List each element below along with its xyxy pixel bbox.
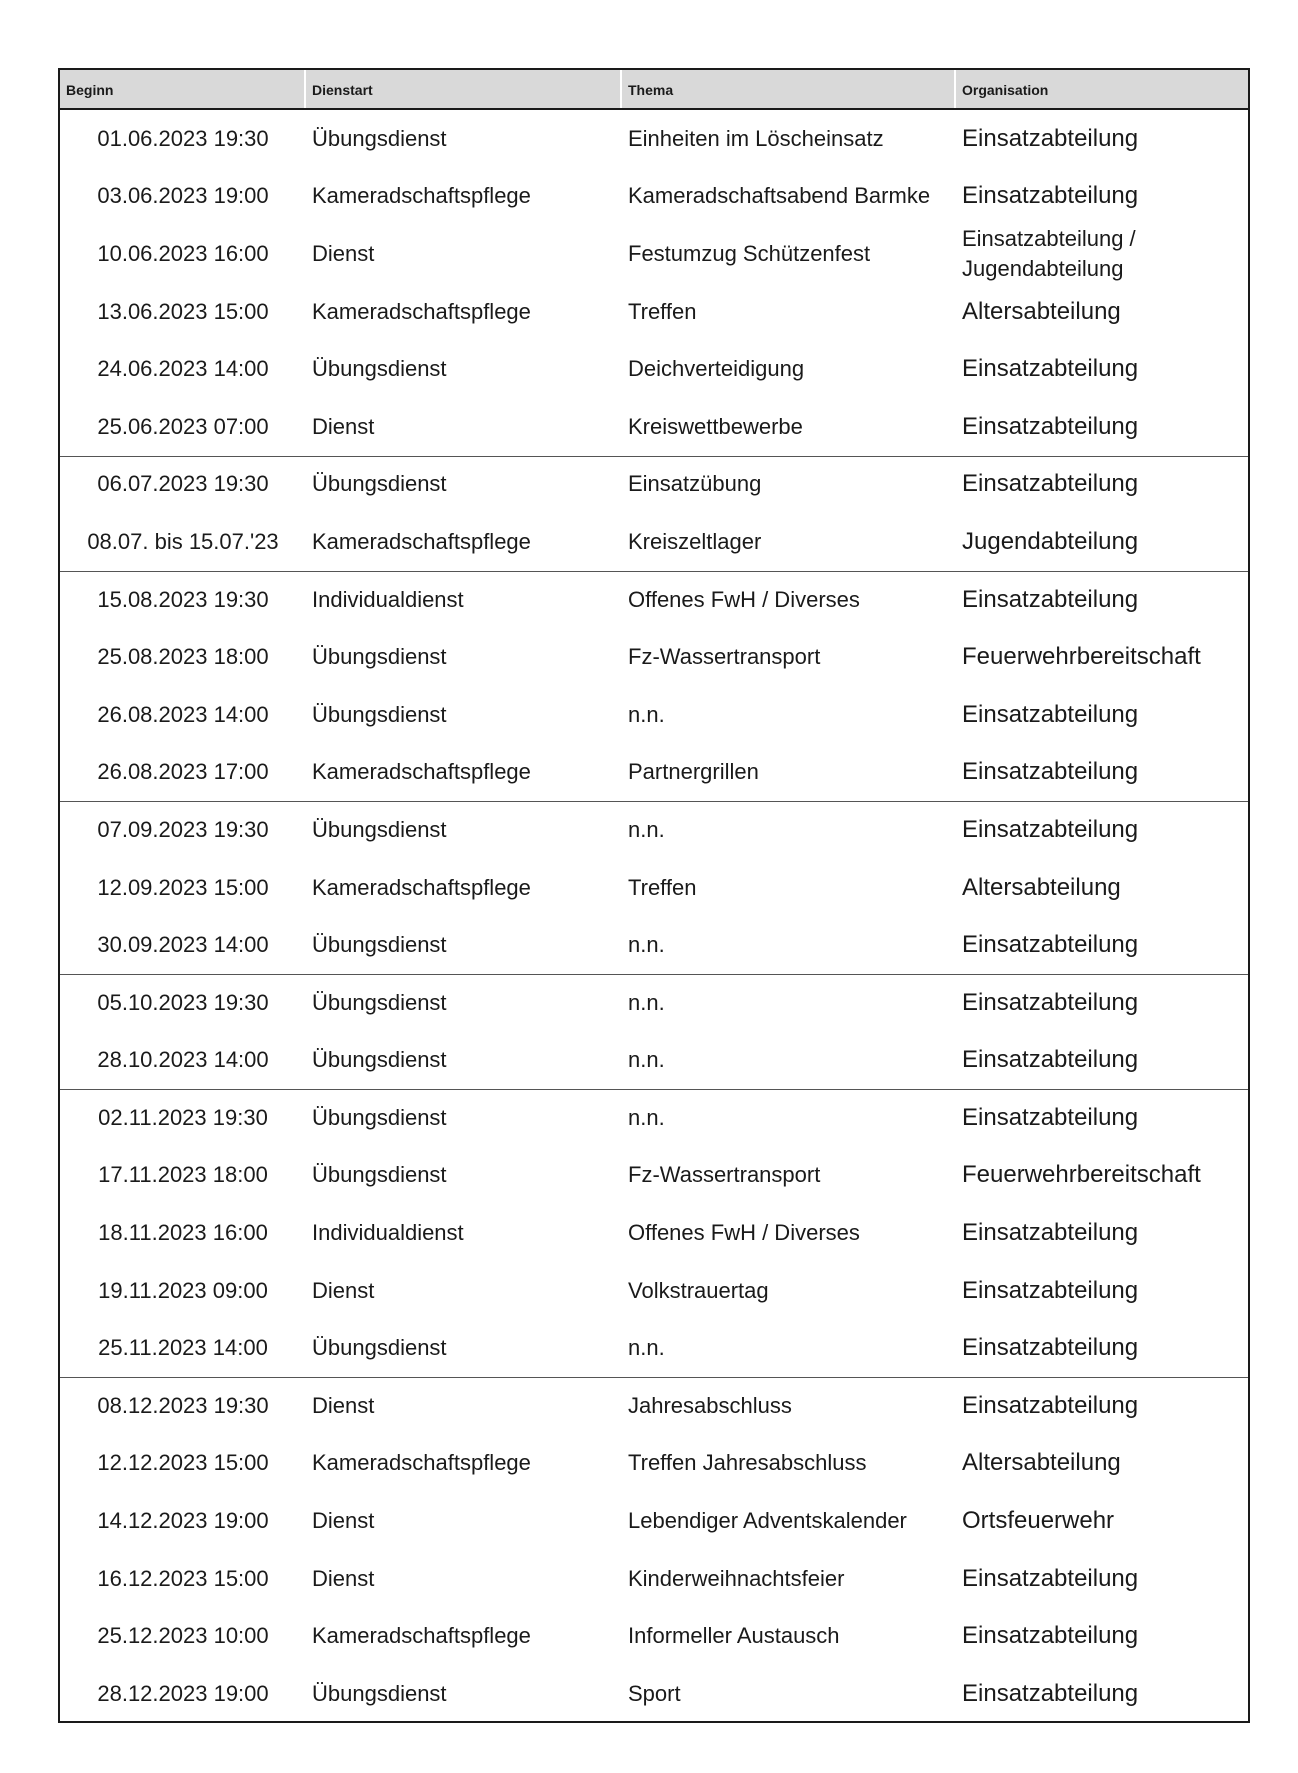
cell-dienstart: Übungsdienst [312, 816, 447, 842]
cell-thema: Kreiszeltlager [628, 528, 762, 554]
cell-organisation: Einsatzabteilung [962, 931, 1139, 959]
month-divider [60, 801, 1248, 802]
cell-dienstart: Übungsdienst [312, 989, 447, 1015]
cell-thema: Treffen [628, 874, 697, 900]
cell-organisation: Altersabteilung [962, 297, 1121, 325]
header-dienstart: Dienstart [306, 70, 622, 108]
cell-beginn: 28.12.2023 19:00 [97, 1680, 269, 1706]
table-row [60, 1089, 1248, 1147]
cell-dienstart: Übungsdienst [312, 1162, 447, 1188]
cell-organisation: Einsatzabteilung [962, 1103, 1139, 1131]
cell-dienstart: Übungsdienst [312, 1335, 447, 1361]
cell-organisation: Einsatzabteilung [962, 1276, 1139, 1304]
cell-thema: n.n. [628, 701, 665, 727]
cell-thema: Lebendiger Adventskalender [628, 1508, 907, 1534]
cell-dienstart: Übungsdienst [312, 356, 447, 382]
cell-organisation: Einsatzabteilung [962, 700, 1139, 728]
cell-thema: n.n. [628, 1335, 665, 1361]
header-thema: Thema [622, 70, 956, 108]
cell-dienstart: Übungsdienst [312, 471, 447, 497]
cell-thema: Fz-Wassertransport [628, 1162, 821, 1188]
table-row [60, 1377, 1248, 1435]
cell-beginn: 05.10.2023 19:30 [97, 989, 269, 1015]
schedule-table [58, 68, 1250, 1723]
cell-thema: Offenes FwH / Diverses [628, 586, 860, 612]
cell-organisation: Einsatzabteilung [962, 1046, 1139, 1074]
cell-beginn: 06.07.2023 19:30 [97, 471, 269, 497]
cell-organisation: Einsatzabteilung / Jugendabteilung [962, 225, 1136, 281]
cell-organisation: Einsatzabteilung [962, 1564, 1139, 1592]
cell-organisation: Einsatzabteilung [962, 1219, 1139, 1247]
table-row [60, 513, 1248, 571]
cell-dienstart: Kameradschaftspflege [312, 298, 531, 324]
cell-dienstart: Dienst [312, 1277, 375, 1303]
table-row [60, 1607, 1248, 1665]
table-row [60, 1032, 1248, 1090]
table-row [60, 628, 1248, 686]
cell-beginn: 18.11.2023 16:00 [98, 1220, 268, 1246]
cell-dienstart: Übungsdienst [312, 1104, 447, 1130]
month-divider [60, 1089, 1248, 1090]
table-row [60, 859, 1248, 917]
table-row [60, 974, 1248, 1032]
cell-beginn: 13.06.2023 15:00 [97, 298, 269, 324]
table-row [60, 686, 1248, 744]
cell-dienstart: Kameradschaftspflege [312, 1450, 531, 1476]
cell-beginn: 25.12.2023 10:00 [97, 1623, 269, 1649]
cell-beginn: 12.09.2023 15:00 [97, 874, 269, 900]
cell-dienstart: Übungsdienst [312, 125, 447, 151]
cell-thema: n.n. [628, 932, 665, 958]
cell-thema: Deichverteidigung [628, 356, 805, 382]
table-row [60, 398, 1248, 456]
cell-beginn: 01.06.2023 19:30 [97, 125, 269, 151]
cell-beginn: 03.06.2023 19:00 [97, 183, 269, 209]
cell-beginn: 30.09.2023 14:00 [97, 932, 269, 958]
table-row [60, 225, 1248, 283]
cell-dienstart: Individualdienst [312, 1220, 464, 1246]
cell-thema: Jahresabschluss [628, 1392, 792, 1418]
cell-dienstart: Dienst [312, 1508, 375, 1534]
cell-organisation: Einsatzabteilung [962, 1391, 1139, 1419]
cell-thema: Offenes FwH / Diverses [628, 1220, 860, 1246]
table-header [60, 70, 1248, 110]
cell-thema: Fz-Wassertransport [628, 644, 821, 670]
cell-dienstart: Übungsdienst [312, 932, 447, 958]
cell-beginn: 08.07. bis 15.07.'23 [87, 528, 279, 554]
cell-thema: n.n. [628, 1047, 665, 1073]
cell-organisation: Altersabteilung [962, 1449, 1121, 1477]
table-row [60, 110, 1248, 168]
cell-beginn: 28.10.2023 14:00 [97, 1047, 269, 1073]
cell-thema: Treffen Jahresabschluss [628, 1450, 867, 1476]
cell-beginn: 17.11.2023 18:00 [98, 1162, 268, 1188]
cell-organisation: Einsatzabteilung [962, 470, 1139, 498]
cell-beginn: 15.08.2023 19:30 [97, 586, 269, 612]
cell-organisation: Einsatzabteilung [962, 182, 1139, 210]
cell-beginn: 02.11.2023 19:30 [98, 1104, 268, 1130]
cell-organisation: Jugendabteilung [962, 527, 1139, 555]
month-divider [60, 974, 1248, 975]
cell-beginn: 19.11.2023 09:00 [98, 1277, 268, 1303]
table-row [60, 1262, 1248, 1320]
cell-beginn: 26.08.2023 17:00 [97, 759, 269, 785]
cell-dienstart: Übungsdienst [312, 1680, 447, 1706]
cell-thema: Kameradschaftsabend Barmke [628, 183, 931, 209]
cell-organisation: Feuerwehrbereitschaft [962, 643, 1201, 671]
cell-dienstart: Kameradschaftspflege [312, 874, 531, 900]
cell-organisation: Einsatzabteilung [962, 412, 1139, 440]
cell-beginn: 12.12.2023 15:00 [97, 1450, 269, 1476]
table-row [60, 1665, 1248, 1723]
cell-organisation: Einsatzabteilung [962, 1622, 1139, 1650]
cell-beginn: 16.12.2023 15:00 [97, 1565, 269, 1591]
table-row [60, 456, 1248, 514]
cell-beginn: 07.09.2023 19:30 [97, 816, 269, 842]
cell-thema: Kreiswettbewerbe [628, 413, 803, 439]
cell-dienstart: Übungsdienst [312, 644, 447, 670]
cell-organisation: Einsatzabteilung [962, 1334, 1139, 1362]
cell-organisation: Einsatzabteilung [962, 815, 1139, 843]
cell-organisation: Einsatzabteilung [962, 1679, 1139, 1707]
cell-thema: Informeller Austausch [628, 1623, 840, 1649]
table-row [60, 1319, 1248, 1377]
cell-dienstart: Dienst [312, 1565, 375, 1591]
cell-beginn: 08.12.2023 19:30 [97, 1392, 269, 1418]
table-row [60, 1204, 1248, 1262]
cell-beginn: 25.06.2023 07:00 [97, 413, 269, 439]
table-row [60, 916, 1248, 974]
cell-organisation: Ortsfeuerwehr [962, 1507, 1115, 1535]
cell-thema: Festumzug Schützenfest [628, 240, 871, 266]
cell-organisation: Einsatzabteilung [962, 124, 1139, 152]
cell-organisation: Altersabteilung [962, 873, 1121, 901]
cell-dienstart: Dienst [312, 240, 375, 266]
cell-thema: Kinderweihnachtsfeier [628, 1565, 845, 1591]
table-row [60, 1435, 1248, 1493]
cell-beginn: 25.08.2023 18:00 [97, 644, 269, 670]
table-row [60, 571, 1248, 629]
cell-thema: Volkstrauertag [628, 1277, 769, 1303]
table-row [60, 1147, 1248, 1205]
cell-organisation: Einsatzabteilung [962, 988, 1139, 1016]
cell-organisation: Einsatzabteilung [962, 585, 1139, 613]
table-row [60, 744, 1248, 802]
cell-dienstart: Kameradschaftspflege [312, 528, 531, 554]
header-beginn: Beginn [60, 70, 306, 108]
table-row [60, 1550, 1248, 1608]
cell-thema: Einsatzübung [628, 471, 762, 497]
cell-thema: n.n. [628, 1104, 665, 1130]
header-organisation: Organisation [962, 82, 1049, 98]
table-row [60, 283, 1248, 341]
cell-beginn: 24.06.2023 14:00 [97, 356, 269, 382]
cell-thema: Partnergrillen [628, 759, 759, 785]
cell-beginn: 14.12.2023 19:00 [97, 1508, 269, 1534]
table-row [60, 168, 1248, 226]
table-row [60, 801, 1248, 859]
cell-dienstart: Kameradschaftspflege [312, 183, 531, 209]
cell-beginn: 26.08.2023 14:00 [97, 701, 269, 727]
cell-dienstart: Dienst [312, 413, 375, 439]
table-body [60, 110, 1248, 1723]
cell-dienstart: Dienst [312, 1392, 375, 1418]
cell-beginn: 25.11.2023 14:00 [98, 1335, 268, 1361]
cell-dienstart: Übungsdienst [312, 1047, 447, 1073]
cell-organisation: Einsatzabteilung [962, 355, 1139, 383]
cell-beginn: 10.06.2023 16:00 [97, 240, 269, 266]
cell-thema: n.n. [628, 816, 665, 842]
cell-organisation: Einsatzabteilung [962, 758, 1139, 786]
month-divider [60, 1377, 1248, 1378]
cell-dienstart: Übungsdienst [312, 701, 447, 727]
cell-dienstart: Kameradschaftspflege [312, 1623, 531, 1649]
month-divider [60, 571, 1248, 572]
cell-thema: Einheiten im Löscheinsatz [628, 125, 884, 151]
cell-organisation: Feuerwehrbereitschaft [962, 1161, 1201, 1189]
cell-thema: Treffen [628, 298, 697, 324]
cell-dienstart: Individualdienst [312, 586, 464, 612]
cell-dienstart: Kameradschaftspflege [312, 759, 531, 785]
month-divider [60, 456, 1248, 457]
table-row [60, 340, 1248, 398]
cell-thema: Sport [628, 1680, 681, 1706]
cell-thema: n.n. [628, 989, 665, 1015]
table-row [60, 1492, 1248, 1550]
